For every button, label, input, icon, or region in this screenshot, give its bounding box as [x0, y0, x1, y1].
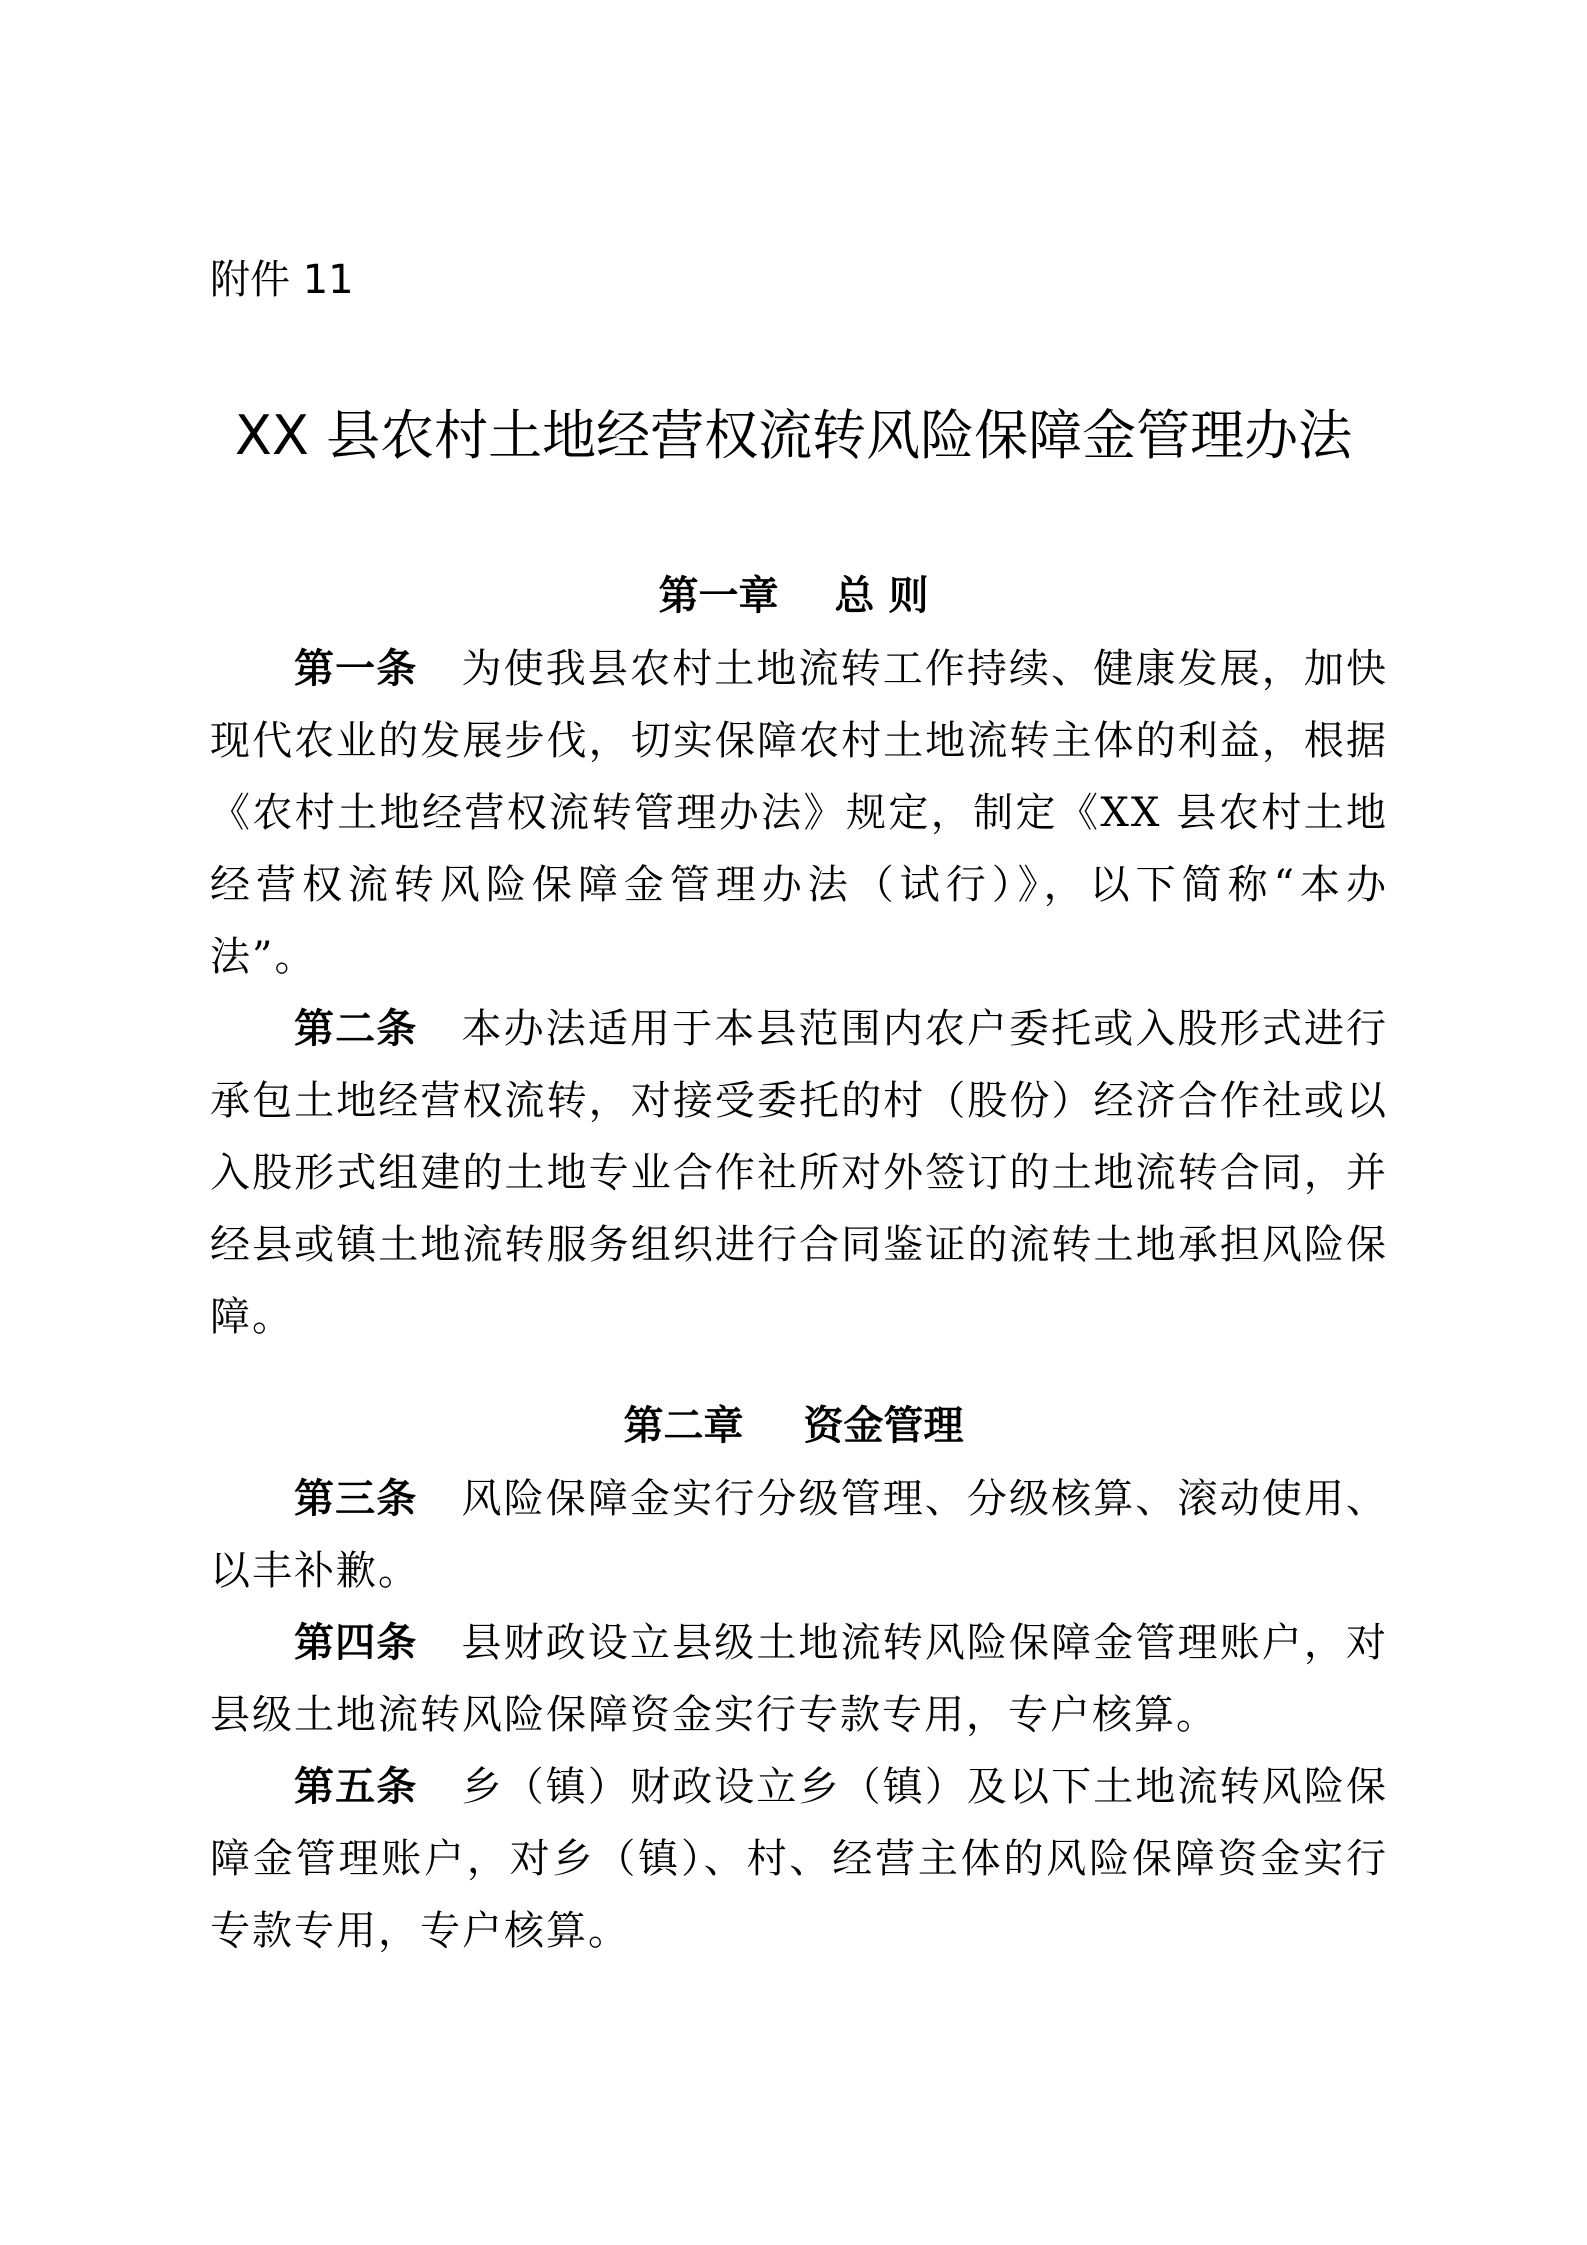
- article-label: 第三条: [294, 1476, 418, 1522]
- article-5: [210, 1751, 1388, 1967]
- chapter-1-body: [210, 633, 1388, 1353]
- chapter-name: 总 则: [834, 573, 929, 619]
- document-title: XX 县农村土地经营权流转风险保障金管理办法: [234, 404, 1353, 467]
- article-text: 为使我县农村土地流转工作持续、健康发展，加快现代农业的发展步伐，切实保障农村土地流转主体的利益，根据《农村土地经营权流转管理办法》规定，制定《XX 县农村土地经营权流转风险保障金管理办法（试行）》，以下简称“本办法”。: [210, 646, 1389, 980]
- chapter-2-body: [210, 1463, 1388, 1967]
- chapter-number: 第二章: [623, 1403, 744, 1449]
- chapter-number: 第一章: [658, 573, 779, 619]
- article-2: [210, 993, 1388, 1353]
- article-3: [210, 1463, 1388, 1607]
- chapter-2-heading: [0, 1398, 1587, 1454]
- chapter-name: 资金管理: [803, 1403, 964, 1449]
- article-text: 风险保障金实行分级管理、分级核算、滚动使用、以丰补歉。: [210, 1476, 1389, 1594]
- article-text: 乡（镇）财政设立乡（镇）及以下土地流转风险保障金管理账户，对乡（镇）、村、经营主体的风险保障资金实行专款专用，专户核算。: [210, 1764, 1389, 1954]
- article-4: [210, 1607, 1388, 1751]
- article-label: 第二条: [294, 1006, 418, 1052]
- article-label: 第五条: [294, 1764, 418, 1810]
- chapter-1-heading: [0, 568, 1587, 624]
- article-1: [210, 633, 1388, 993]
- article-label: 第四条: [294, 1620, 418, 1666]
- attachment-label: 附件 11: [210, 257, 354, 303]
- article-label: 第一条: [294, 646, 418, 692]
- article-text: 本办法适用于本县范围内农户委托或入股形式进行承包土地经营权流转，对接受委托的村（股份）经济合作社或以入股形式组建的土地专业合作社所对外签订的土地流转合同，并经县或镇土地流转服务组织进行合同鉴证的流转土地承担风险保障。: [210, 1006, 1389, 1340]
- article-text: 县财政设立县级土地流转风险保障金管理账户，对县级土地流转风险保障资金实行专款专用，专户核算。: [210, 1620, 1389, 1738]
